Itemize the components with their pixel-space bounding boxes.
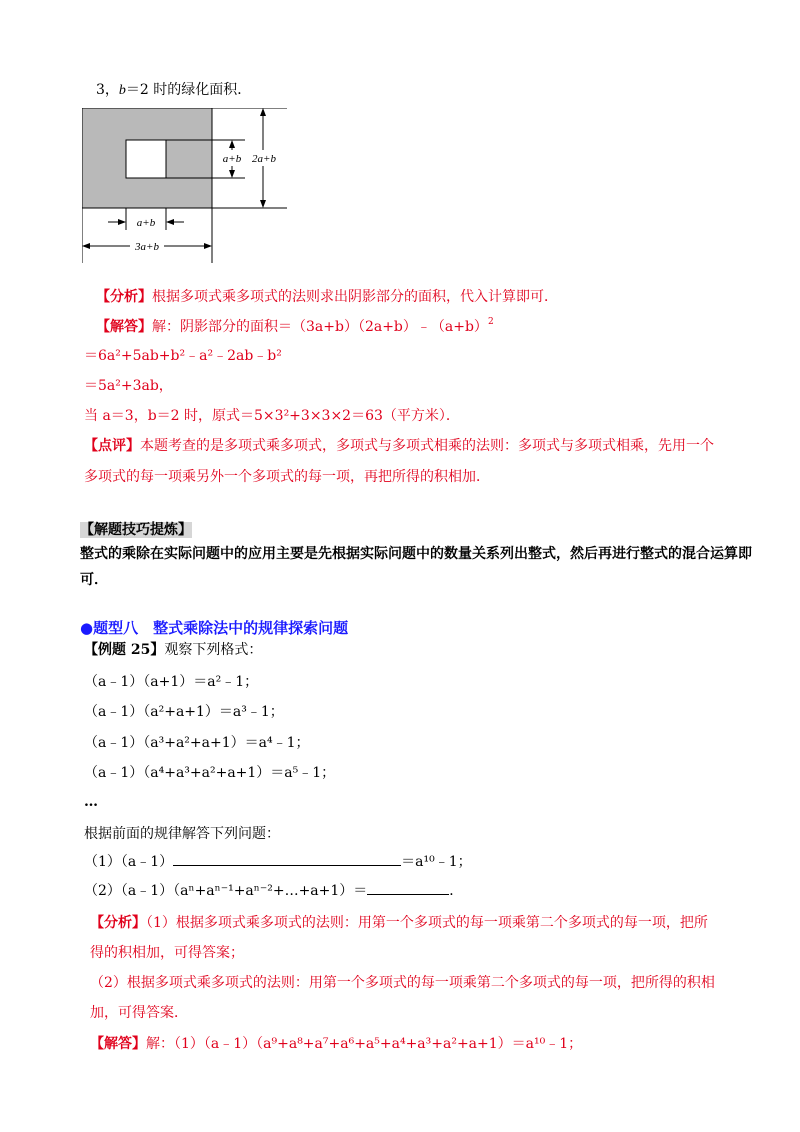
solution-line-2: ＝6a²+5ab+b²﹣a²﹣2ab﹣b² bbox=[84, 348, 282, 364]
question-2: （2）（a﹣1）（aⁿ+aⁿ⁻¹+aⁿ⁻²+…+a+1）＝ ． bbox=[84, 880, 463, 901]
equation-4: （a﹣1）（a⁴+a³+a²+a+1）＝a⁵﹣1； bbox=[84, 765, 336, 781]
ellipsis: … bbox=[84, 794, 98, 810]
answer-blank-1[interactable] bbox=[173, 851, 401, 866]
label-2a-plus-b: 2a+b bbox=[252, 153, 276, 165]
analysis-2-line-3: （2）根据多项式乘多项式的法则：用第一个多项式的每一项乘第二个多项式的每一项，把所得的积相 bbox=[90, 975, 715, 991]
comment-line-2: 多项式的每一项乘另外一个多项式的每一项，再把所得的积相加． bbox=[84, 469, 490, 485]
solution-2-line-1: 【解答】解：（1）（a﹣1）（a⁹+a⁸+a⁷+a⁶+a⁵+a⁴+a³+a²+a+1）＝a¹⁰﹣1； bbox=[90, 1036, 583, 1052]
answer-blank-2[interactable] bbox=[367, 880, 449, 895]
tips-text-1: 整式的乘除在实际问题中的应用主要是先根据实际问题中的数量关系列出整式，然后再进行整式的混合运算即 bbox=[80, 546, 752, 562]
comment-line-1: 【点评】本题考查的是多项式乘多项式，多项式与多项式相乘的法则：多项式与多项式相乘，先用一个 bbox=[84, 438, 714, 454]
tips-text-2: 可． bbox=[80, 572, 108, 588]
question-intro: 根据前面的规律解答下列问题： bbox=[84, 826, 280, 842]
analysis-2-line-1: 【分析】（1）根据多项式乘多项式的法则：用第一个多项式的每一项乘第二个多项式的每一项，把所 bbox=[90, 915, 708, 931]
equation-2: （a﹣1）（a²+a+1）＝a³﹣1； bbox=[84, 704, 284, 720]
label-a-plus-b-bottom: a+b bbox=[136, 217, 156, 229]
analysis-2-line-4: 加，可得答案． bbox=[90, 1005, 188, 1021]
label-3a-plus-b: 3a+b bbox=[135, 241, 159, 253]
area-figure bbox=[82, 108, 287, 268]
intro-line: 3，b＝2 时的绿化面积． bbox=[96, 82, 252, 98]
tips-title: 【解题技巧提炼】 bbox=[80, 522, 192, 538]
analysis-2-line-2: 得的积相加，可得答案； bbox=[90, 945, 244, 961]
equation-1: （a﹣1）（a+1）＝a²﹣1； bbox=[84, 674, 259, 690]
label-a-plus-b-right: a+b bbox=[222, 153, 242, 165]
section-heading: ●题型八 整式乘除法中的规律探索问题 bbox=[80, 619, 349, 637]
example-line: 【例题 25】观察下列格式： bbox=[84, 642, 263, 658]
solution-line-4: 当 a＝3，b＝2 时，原式＝5×3²+3×3×2＝63（平方米）． bbox=[84, 408, 460, 424]
inner-white-square bbox=[126, 140, 166, 178]
question-1: （1）（a﹣1） ＝a¹⁰﹣1； bbox=[84, 851, 472, 872]
analysis-line: 【分析】根据多项式乘多项式的法则求出阴影部分的面积，代入计算即可． bbox=[96, 289, 558, 305]
solution-line-3: ＝5a²+3ab， bbox=[84, 378, 173, 394]
solution-line-1: 【解答】解：阴影部分的面积$=(3a+b)(2a+b)﹣(a+b)^2$ bbox=[96, 317, 494, 335]
equation-3: （a﹣1）（a³+a²+a+1）＝a⁴﹣1； bbox=[84, 735, 310, 751]
